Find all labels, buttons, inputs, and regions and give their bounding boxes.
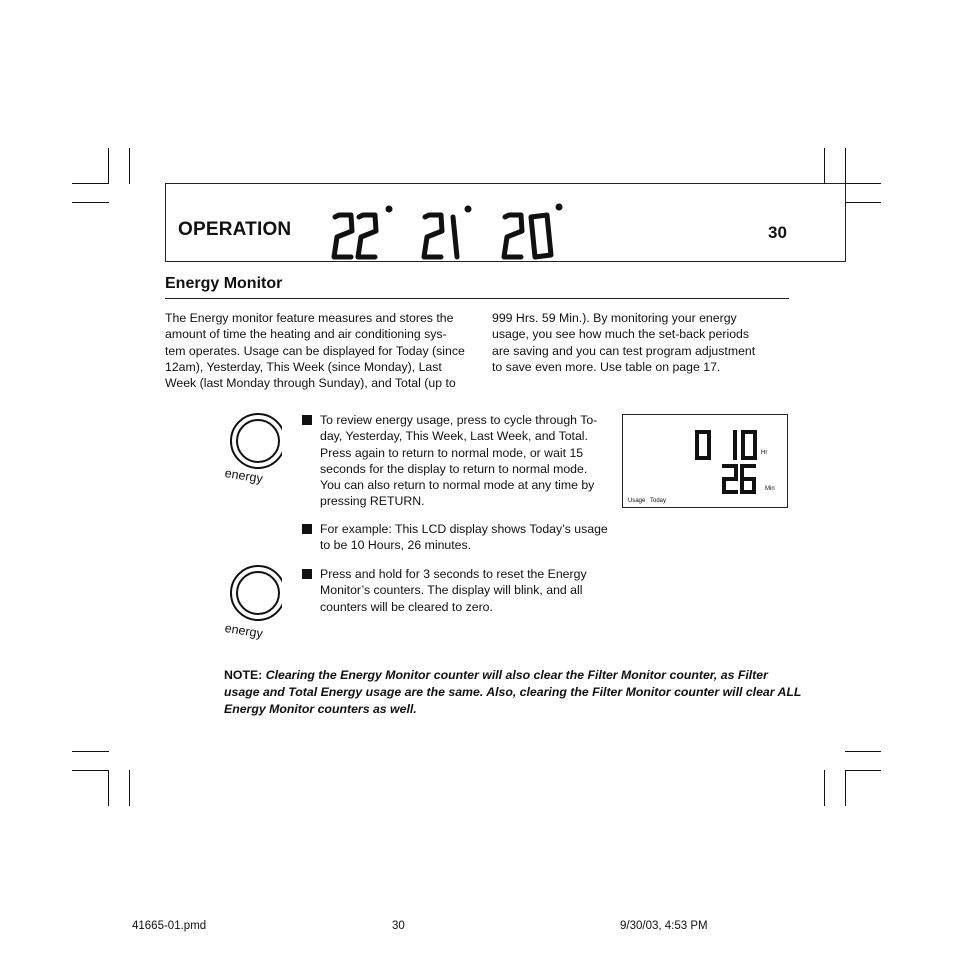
text-line: The Energy monitor feature measures and stores the <box>165 311 454 325</box>
text-line: amount of time the heating and air conditioning sys- <box>165 327 447 342</box>
bullet-square-icon <box>302 569 312 579</box>
note-paragraph <box>224 667 804 718</box>
energy-button-icon <box>222 408 282 470</box>
footer-filename: 41665-01.pmd <box>132 920 207 932</box>
bullet-text-reset <box>320 566 615 615</box>
lcd-minutes-value <box>733 470 734 471</box>
energy-button-label: energy <box>223 621 264 641</box>
energy-reset-button[interactable] <box>222 563 282 645</box>
text-line: For example: This LCD display shows Today’s usage <box>320 522 608 536</box>
text-line: Press and hold for 3 seconds to reset the Energy <box>320 567 587 581</box>
footer-timestamp: 9/30/03, 4:53 PM <box>620 920 708 932</box>
lcd-hours-digits <box>693 429 763 463</box>
text-line: tem operates. Usage can be displayed for Today (since <box>165 343 465 358</box>
lcd-display <box>622 414 788 508</box>
text-line: pressing RETURN. <box>320 494 425 509</box>
text-line: 999 Hrs. 59 Min.). By monitoring your energy <box>492 311 737 325</box>
section-divider <box>165 298 789 299</box>
text-line: day, Yesterday, This Week, Last Week, and Total. <box>320 429 588 444</box>
text-line: Week (last Monday through Sunday), and Total (up to <box>165 376 456 391</box>
lcd-hours-unit: Hr <box>761 450 768 456</box>
page-title: OPERATION <box>178 219 292 240</box>
intro-right-column <box>492 310 792 375</box>
text-line: to save even more. Use table on page 17. <box>492 359 721 374</box>
lcd-usage-label: Usage <box>628 498 646 504</box>
energy-button-label: energy <box>223 466 264 486</box>
note-label: NOTE: <box>224 668 263 682</box>
lcd-period-label: Today <box>650 498 667 504</box>
text-line: to be 10 Hours, 26 minutes. <box>320 538 472 553</box>
bullet-square-icon <box>302 415 312 425</box>
intro-left-column <box>165 310 465 391</box>
note-text: Clearing the Energy Monitor counter will also clear the Filter Monitor counter, as Filter usage and Total Energy usage are the same. Also, clearing the Filter Monitor counter will clear ALL Energy Monitor counters as well. <box>224 668 802 716</box>
energy-button[interactable] <box>222 408 282 490</box>
text-line: seconds for the display to return to normal mode. <box>320 461 588 476</box>
lcd-hours-value <box>703 433 705 434</box>
text-line: are saving and you can test program adjustment <box>492 343 756 358</box>
page-number: 30 <box>768 223 787 242</box>
header-decorative-digits <box>325 195 565 265</box>
bullet-text-review <box>320 412 615 510</box>
text-line: 12am), Yesterday, This Week (since Monday), Last <box>165 359 442 374</box>
footer-page-number: 30 <box>392 920 405 932</box>
text-line: You can also return to normal mode at any time by <box>320 478 595 493</box>
energy-button-icon <box>222 563 282 625</box>
text-line: usage, you see how much the set-back periods <box>492 327 750 342</box>
bullet-square-icon <box>302 524 312 534</box>
lcd-minutes-unit: Min <box>765 486 775 492</box>
text-line: Press again to return to normal mode, or wait 15 <box>320 445 584 460</box>
bullet-text-example <box>320 521 620 554</box>
text-line: To review energy usage, press to cycle through To- <box>320 413 598 427</box>
section-title: Energy Monitor <box>165 275 283 292</box>
text-line: Monitor’s counters. The display will blink, and all <box>320 583 583 598</box>
lcd-minutes-digits <box>721 463 763 497</box>
text-line: counters will be cleared to zero. <box>320 599 493 614</box>
